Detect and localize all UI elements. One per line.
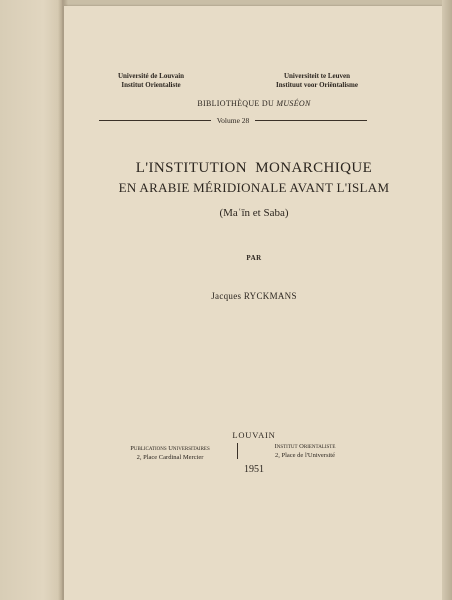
- institution-right: [262, 72, 372, 90]
- volume-rule: [99, 116, 367, 126]
- publisher-left: [110, 444, 230, 462]
- facing-page: [0, 0, 62, 600]
- institution-left: [96, 72, 206, 90]
- institution-right-line2: Instituut voor Oriëntalisme: [276, 81, 358, 89]
- rule-right: [255, 120, 367, 121]
- title-page: [64, 6, 442, 600]
- publisher-left-address: 2, Place Cardinal Mercier: [136, 454, 204, 461]
- title-line-3: (Maʿīn et Saba): [219, 207, 289, 219]
- institution-left-line1: Université de Louvain: [117, 72, 185, 80]
- rule-left: [99, 120, 211, 121]
- publisher-right-address: 2, Place de l'Université: [274, 452, 335, 459]
- series-name: MUSÉON: [276, 99, 311, 108]
- publisher-right: [255, 442, 355, 460]
- by-label: PAR: [246, 254, 262, 262]
- institution-right-line1: Universiteit te Leuven: [283, 72, 351, 80]
- title-line-1: L'INSTITUTION MONARCHIQUE: [135, 160, 373, 176]
- publisher-left-name: Publications Universitaires: [130, 445, 210, 452]
- title-line-2: EN ARABIE MÉRIDIONALE AVANT L'ISLAM: [118, 180, 390, 195]
- volume-label: Volume 28: [216, 116, 250, 125]
- author-name: Jacques RYCKMANS: [211, 291, 297, 301]
- imprint-year: 1951: [244, 464, 264, 475]
- series-title: [64, 99, 444, 108]
- series-prefix: BIBLIOTHÈQUE DU: [197, 99, 275, 108]
- imprint-separator: [237, 443, 238, 459]
- publisher-right-name: Institut Orientaliste: [274, 443, 336, 450]
- imprint-city: LOUVAIN: [232, 430, 276, 440]
- institution-left-line2: Institut Orientaliste: [121, 81, 181, 89]
